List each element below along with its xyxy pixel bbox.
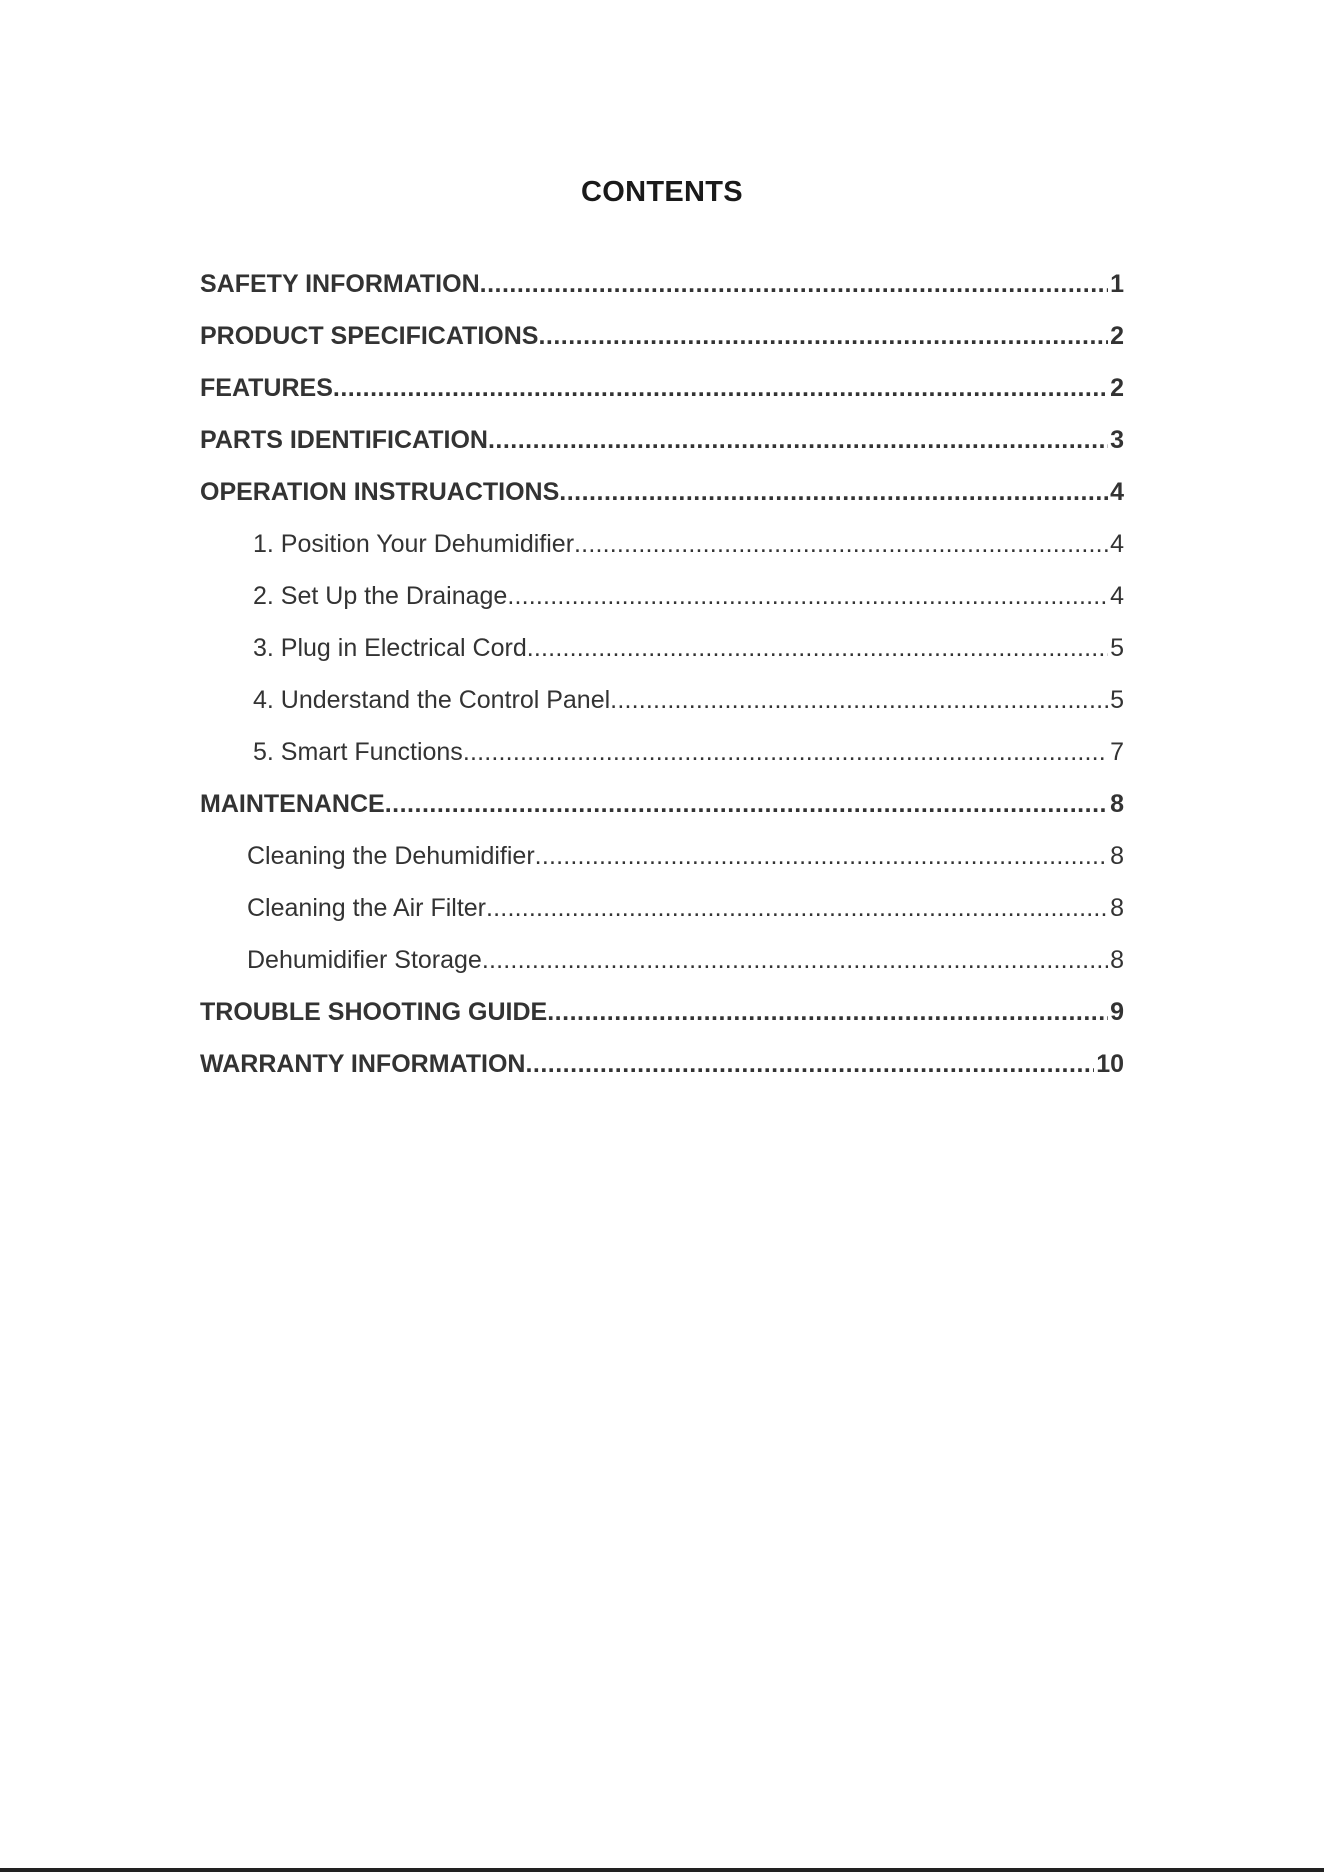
toc-leader-dots <box>486 894 1108 923</box>
toc-leader-dots <box>574 530 1108 559</box>
toc-leader-dots <box>463 738 1108 767</box>
toc-page-number: 5 <box>1110 686 1124 714</box>
toc-entry-title: 5. Smart Functions <box>253 738 463 766</box>
page-title: CONTENTS <box>581 176 743 208</box>
toc-page-number: 4 <box>1110 478 1124 506</box>
toc-entry-control-panel[interactable] <box>200 686 1124 738</box>
toc-leader-dots <box>538 322 1108 351</box>
table-of-contents <box>200 270 1124 1102</box>
toc-entry-features[interactable] <box>200 374 1124 426</box>
toc-page-number: 8 <box>1110 946 1124 974</box>
toc-leader-dots <box>488 426 1108 455</box>
toc-entry-title: 3. Plug in Electrical Cord <box>253 634 527 662</box>
toc-entry-title: 4. Understand the Control Panel <box>253 686 611 714</box>
toc-entry-safety-information[interactable] <box>200 270 1124 322</box>
toc-entry-title: Cleaning the Air Filter <box>247 894 487 922</box>
toc-entry-title: WARRANTY INFORMATION <box>200 1050 526 1078</box>
toc-leader-dots <box>333 374 1108 403</box>
toc-page-number: 8 <box>1110 842 1124 870</box>
toc-entry-title: FEATURES <box>200 374 333 402</box>
toc-page-number: 1 <box>1110 270 1124 298</box>
toc-page-number: 2 <box>1110 374 1124 402</box>
toc-entry-warranty-information[interactable] <box>200 1050 1124 1102</box>
toc-entry-trouble-shooting-guide[interactable] <box>200 998 1124 1050</box>
toc-leader-dots <box>507 582 1108 611</box>
toc-entry-title: PRODUCT SPECIFICATIONS <box>200 322 539 350</box>
toc-entry-title: Dehumidifier Storage <box>247 946 482 974</box>
toc-entry-operation-instructions[interactable] <box>200 478 1124 530</box>
toc-page-number: 10 <box>1096 1050 1124 1078</box>
toc-entry-title: MAINTENANCE <box>200 790 385 818</box>
toc-page-number: 4 <box>1110 530 1124 558</box>
toc-page-number: 8 <box>1110 790 1124 818</box>
toc-entry-maintenance[interactable] <box>200 790 1124 842</box>
toc-entry-title: OPERATION INSTRUACTIONS <box>200 478 560 506</box>
toc-entry-title: SAFETY INFORMATION <box>200 270 480 298</box>
toc-entry-cleaning-dehumidifier[interactable] <box>200 842 1124 894</box>
toc-entry-parts-identification[interactable] <box>200 426 1124 478</box>
toc-entry-set-up-drainage[interactable] <box>200 582 1124 634</box>
toc-entry-title: 2. Set Up the Drainage <box>253 582 508 610</box>
toc-leader-dots <box>527 634 1108 663</box>
toc-page-number: 9 <box>1110 998 1124 1026</box>
toc-entry-dehumidifier-storage[interactable] <box>200 946 1124 998</box>
toc-entry-product-specifications[interactable] <box>200 322 1124 374</box>
page-bottom-rule <box>0 1868 1324 1872</box>
toc-leader-dots <box>480 270 1108 299</box>
toc-leader-dots <box>535 842 1108 871</box>
toc-entry-position-dehumidifier[interactable] <box>200 530 1124 582</box>
toc-entry-title: 1. Position Your Dehumidifier <box>253 530 575 558</box>
toc-entry-title: TROUBLE SHOOTING GUIDE <box>200 998 548 1026</box>
toc-leader-dots <box>547 998 1108 1027</box>
toc-entry-title: PARTS IDENTIFICATION <box>200 426 488 454</box>
toc-page-number: 5 <box>1110 634 1124 662</box>
toc-entry-title: Cleaning the Dehumidifier <box>247 842 535 870</box>
toc-leader-dots <box>482 946 1108 975</box>
toc-entry-cleaning-air-filter[interactable] <box>200 894 1124 946</box>
toc-page-number: 7 <box>1110 738 1124 766</box>
toc-page-number: 3 <box>1110 426 1124 454</box>
toc-page-number: 8 <box>1110 894 1124 922</box>
toc-leader-dots <box>525 1050 1094 1079</box>
toc-page-number: 4 <box>1110 582 1124 610</box>
toc-entry-smart-functions[interactable] <box>200 738 1124 790</box>
toc-leader-dots <box>610 686 1108 715</box>
toc-page-number: 2 <box>1110 322 1124 350</box>
toc-entry-plug-electrical-cord[interactable] <box>200 634 1124 686</box>
toc-leader-dots <box>559 478 1108 507</box>
toc-leader-dots <box>385 790 1108 819</box>
